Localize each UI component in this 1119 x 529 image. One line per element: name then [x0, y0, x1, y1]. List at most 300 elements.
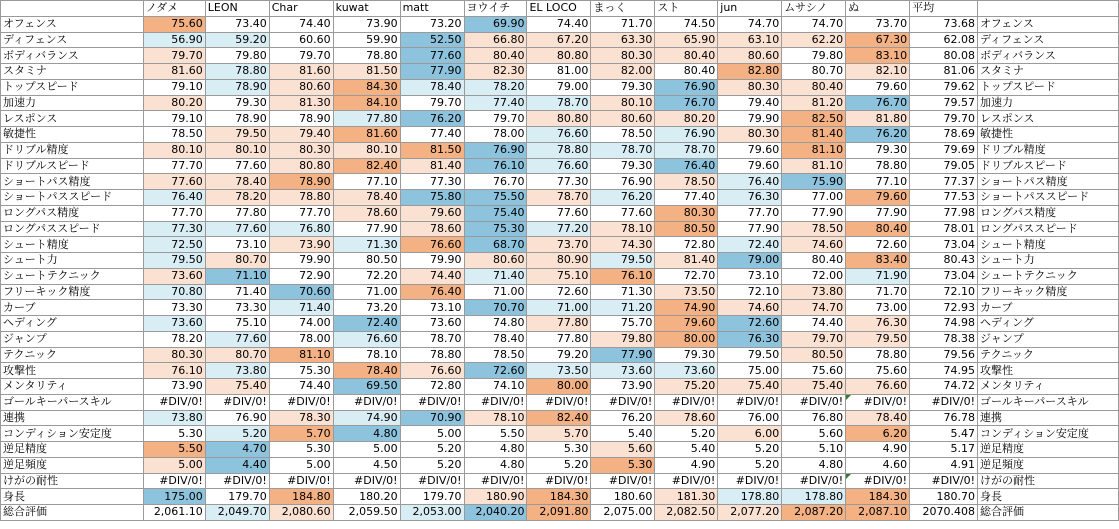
- value-cell[interactable]: 72.40: [333, 316, 400, 332]
- value-cell[interactable]: #DIV/0!: [143, 473, 205, 489]
- player-header-cell[interactable]: ヨウイチ: [464, 1, 527, 17]
- average-cell[interactable]: 180.70: [910, 489, 978, 505]
- value-cell[interactable]: 6.20: [846, 426, 910, 442]
- row-label-cell[interactable]: 連携: [1, 410, 144, 426]
- player-header-cell[interactable]: kuwat: [333, 1, 400, 17]
- value-cell[interactable]: 72.80: [655, 237, 718, 253]
- row-label-right-cell[interactable]: 総合評価: [978, 505, 1119, 521]
- value-cell[interactable]: 180.60: [591, 489, 655, 505]
- value-cell[interactable]: 81.40: [782, 127, 846, 143]
- average-cell[interactable]: 77.53: [910, 190, 978, 206]
- value-cell[interactable]: 4.70: [205, 442, 269, 458]
- value-cell[interactable]: 79.70: [143, 48, 205, 64]
- player-header-cell[interactable]: matt: [400, 1, 464, 17]
- value-cell[interactable]: 76.40: [143, 190, 205, 206]
- value-cell[interactable]: 5.20: [718, 457, 782, 473]
- value-cell[interactable]: 71.00: [527, 300, 591, 316]
- value-cell[interactable]: 82.50: [782, 111, 846, 127]
- value-cell[interactable]: 79.30: [655, 347, 718, 363]
- value-cell[interactable]: #DIV/0!: [205, 394, 269, 410]
- value-cell[interactable]: 81.50: [333, 64, 400, 80]
- row-label-right-cell[interactable]: 身長: [978, 489, 1119, 505]
- value-cell[interactable]: 77.00: [782, 190, 846, 206]
- value-cell[interactable]: 76.30: [718, 331, 782, 347]
- value-cell[interactable]: 76.90: [655, 79, 718, 95]
- value-cell[interactable]: 72.60: [464, 363, 527, 379]
- value-cell[interactable]: 77.60: [205, 221, 269, 237]
- value-cell[interactable]: 74.70: [718, 16, 782, 32]
- value-cell[interactable]: 81.10: [269, 347, 333, 363]
- empty-header-cell[interactable]: [978, 1, 1119, 17]
- value-cell[interactable]: 73.20: [333, 300, 400, 316]
- value-cell[interactable]: 71.70: [846, 284, 910, 300]
- row-label-right-cell[interactable]: シュート力: [978, 253, 1119, 269]
- value-cell[interactable]: 80.40: [464, 48, 527, 64]
- value-cell[interactable]: 80.30: [718, 79, 782, 95]
- value-cell[interactable]: 77.90: [333, 221, 400, 237]
- value-cell[interactable]: 70.90: [400, 410, 464, 426]
- value-cell[interactable]: 78.90: [205, 79, 269, 95]
- value-cell[interactable]: 75.80: [400, 190, 464, 206]
- row-label-right-cell[interactable]: ロングパススピード: [978, 221, 1119, 237]
- value-cell[interactable]: 78.70: [655, 142, 718, 158]
- value-cell[interactable]: 76.00: [718, 410, 782, 426]
- value-cell[interactable]: 63.30: [591, 32, 655, 48]
- value-cell[interactable]: 79.10: [143, 79, 205, 95]
- value-cell[interactable]: 2,087.10: [846, 505, 910, 521]
- value-cell[interactable]: 77.80: [527, 316, 591, 332]
- value-cell[interactable]: 79.50: [591, 253, 655, 269]
- value-cell[interactable]: 81.60: [269, 64, 333, 80]
- value-cell[interactable]: 74.60: [718, 300, 782, 316]
- value-cell[interactable]: 80.50: [782, 347, 846, 363]
- value-cell[interactable]: 71.20: [591, 300, 655, 316]
- player-header-cell[interactable]: Char: [269, 1, 333, 17]
- row-label-right-cell[interactable]: ショートパス精度: [978, 174, 1119, 190]
- value-cell[interactable]: 78.60: [655, 410, 718, 426]
- value-cell[interactable]: 77.60: [143, 174, 205, 190]
- value-cell[interactable]: 78.80: [333, 48, 400, 64]
- value-cell[interactable]: 76.20: [846, 127, 910, 143]
- value-cell[interactable]: 79.90: [718, 111, 782, 127]
- value-cell[interactable]: 79.70: [400, 95, 464, 111]
- value-cell[interactable]: 73.70: [527, 237, 591, 253]
- row-label-cell[interactable]: メンタリティ: [1, 379, 144, 395]
- value-cell[interactable]: 5.70: [269, 426, 333, 442]
- value-cell[interactable]: 81.40: [400, 158, 464, 174]
- average-cell[interactable]: 80.43: [910, 253, 978, 269]
- value-cell[interactable]: 179.70: [400, 489, 464, 505]
- value-cell[interactable]: 78.50: [655, 174, 718, 190]
- value-cell[interactable]: 77.80: [205, 205, 269, 221]
- value-cell[interactable]: 78.60: [333, 205, 400, 221]
- value-cell[interactable]: 4.80: [464, 457, 527, 473]
- value-cell[interactable]: 78.80: [846, 347, 910, 363]
- row-label-cell[interactable]: ディフェンス: [1, 32, 144, 48]
- value-cell[interactable]: 81.80: [846, 111, 910, 127]
- value-cell[interactable]: 78.90: [269, 111, 333, 127]
- value-cell[interactable]: 5.30: [527, 442, 591, 458]
- value-cell[interactable]: 76.60: [846, 379, 910, 395]
- value-cell[interactable]: 79.30: [205, 95, 269, 111]
- value-cell[interactable]: 77.60: [400, 48, 464, 64]
- value-cell[interactable]: 76.40: [718, 174, 782, 190]
- value-cell[interactable]: 80.20: [143, 95, 205, 111]
- value-cell[interactable]: 5.70: [527, 426, 591, 442]
- value-cell[interactable]: 71.30: [333, 237, 400, 253]
- value-cell[interactable]: 4.80: [464, 442, 527, 458]
- value-cell[interactable]: 73.30: [205, 300, 269, 316]
- row-label-right-cell[interactable]: シュートテクニック: [978, 268, 1119, 284]
- player-header-cell[interactable]: ノダメ: [143, 1, 205, 17]
- value-cell[interactable]: 73.80: [782, 284, 846, 300]
- value-cell[interactable]: 79.80: [782, 48, 846, 64]
- value-cell[interactable]: 73.30: [143, 300, 205, 316]
- value-cell[interactable]: 4.50: [333, 457, 400, 473]
- average-cell[interactable]: 5.47: [910, 426, 978, 442]
- value-cell[interactable]: 74.80: [464, 316, 527, 332]
- row-label-right-cell[interactable]: ショートパススピード: [978, 190, 1119, 206]
- value-cell[interactable]: 5.00: [143, 457, 205, 473]
- row-label-cell[interactable]: 総合評価: [1, 505, 144, 521]
- value-cell[interactable]: 80.20: [655, 111, 718, 127]
- value-cell[interactable]: 76.40: [655, 158, 718, 174]
- value-cell[interactable]: 81.30: [269, 95, 333, 111]
- value-cell[interactable]: 74.50: [655, 16, 718, 32]
- row-label-right-cell[interactable]: 攻撃性: [978, 363, 1119, 379]
- value-cell[interactable]: 80.60: [269, 79, 333, 95]
- value-cell[interactable]: 77.10: [333, 174, 400, 190]
- average-cell[interactable]: 78.01: [910, 221, 978, 237]
- average-cell[interactable]: 72.10: [910, 284, 978, 300]
- average-cell[interactable]: 62.08: [910, 32, 978, 48]
- value-cell[interactable]: 76.10: [591, 268, 655, 284]
- value-cell[interactable]: 75.90: [782, 174, 846, 190]
- row-label-right-cell[interactable]: ロングパス精度: [978, 205, 1119, 221]
- player-header-cell[interactable]: jun: [718, 1, 782, 17]
- value-cell[interactable]: 78.00: [464, 127, 527, 143]
- value-cell[interactable]: 76.30: [718, 190, 782, 206]
- row-label-cell[interactable]: ロングパス精度: [1, 205, 144, 221]
- value-cell[interactable]: 76.20: [591, 410, 655, 426]
- value-cell[interactable]: 81.50: [400, 142, 464, 158]
- average-cell[interactable]: 74.72: [910, 379, 978, 395]
- value-cell[interactable]: 73.50: [527, 363, 591, 379]
- value-cell[interactable]: 72.40: [718, 237, 782, 253]
- value-cell[interactable]: 184.30: [527, 489, 591, 505]
- average-cell[interactable]: 73.68: [910, 16, 978, 32]
- average-cell[interactable]: 76.78: [910, 410, 978, 426]
- value-cell[interactable]: 5.10: [782, 442, 846, 458]
- value-cell[interactable]: 77.30: [400, 174, 464, 190]
- value-cell[interactable]: 75.60: [782, 363, 846, 379]
- value-cell[interactable]: 2,049.70: [205, 505, 269, 521]
- row-label-right-cell[interactable]: けがの耐性: [978, 473, 1119, 489]
- value-cell[interactable]: 76.60: [527, 127, 591, 143]
- value-cell[interactable]: 74.90: [333, 410, 400, 426]
- value-cell[interactable]: 4.60: [846, 457, 910, 473]
- value-cell[interactable]: 81.00: [527, 64, 591, 80]
- value-cell[interactable]: 72.10: [718, 284, 782, 300]
- row-label-cell[interactable]: トップスピード: [1, 79, 144, 95]
- row-label-cell[interactable]: ドリブルスピード: [1, 158, 144, 174]
- average-cell[interactable]: 74.98: [910, 316, 978, 332]
- value-cell[interactable]: 72.60: [527, 284, 591, 300]
- value-cell[interactable]: 80.50: [655, 221, 718, 237]
- value-cell[interactable]: 78.40: [846, 410, 910, 426]
- value-cell[interactable]: 80.70: [205, 347, 269, 363]
- value-cell[interactable]: 73.40: [205, 16, 269, 32]
- row-label-cell[interactable]: コンディション安定度: [1, 426, 144, 442]
- value-cell[interactable]: 77.70: [269, 205, 333, 221]
- value-cell[interactable]: 79.70: [782, 331, 846, 347]
- value-cell[interactable]: 5.30: [591, 457, 655, 473]
- value-cell[interactable]: 76.60: [333, 331, 400, 347]
- row-label-cell[interactable]: ドリブル精度: [1, 142, 144, 158]
- value-cell[interactable]: #DIV/0!: [400, 473, 464, 489]
- value-cell[interactable]: 76.20: [591, 190, 655, 206]
- value-cell[interactable]: 77.20: [527, 221, 591, 237]
- value-cell[interactable]: 80.40: [655, 64, 718, 80]
- row-label-right-cell[interactable]: ドリブルスピード: [978, 158, 1119, 174]
- value-cell[interactable]: 74.90: [655, 300, 718, 316]
- value-cell[interactable]: 5.20: [400, 457, 464, 473]
- value-cell[interactable]: 184.80: [269, 489, 333, 505]
- value-cell[interactable]: 181.30: [655, 489, 718, 505]
- value-cell[interactable]: 77.40: [400, 127, 464, 143]
- value-cell[interactable]: 5.60: [782, 426, 846, 442]
- value-cell[interactable]: 78.50: [464, 347, 527, 363]
- value-cell[interactable]: 79.20: [527, 347, 591, 363]
- value-cell[interactable]: 5.40: [591, 426, 655, 442]
- value-cell[interactable]: 79.50: [846, 331, 910, 347]
- player-header-cell[interactable]: ムサシノ: [782, 1, 846, 17]
- value-cell[interactable]: 82.10: [846, 64, 910, 80]
- value-cell[interactable]: 82.40: [333, 158, 400, 174]
- player-header-cell[interactable]: ぬ: [846, 1, 910, 17]
- value-cell[interactable]: 74.70: [782, 300, 846, 316]
- value-cell[interactable]: 79.00: [718, 253, 782, 269]
- value-cell[interactable]: 5.50: [143, 442, 205, 458]
- value-cell[interactable]: 73.10: [205, 237, 269, 253]
- value-cell[interactable]: 76.80: [269, 221, 333, 237]
- value-cell[interactable]: 80.40: [782, 253, 846, 269]
- average-cell[interactable]: 78.69: [910, 127, 978, 143]
- value-cell[interactable]: 75.20: [655, 379, 718, 395]
- average-header-cell[interactable]: 平均: [910, 1, 978, 17]
- value-cell[interactable]: 2,082.50: [655, 505, 718, 521]
- value-cell[interactable]: 81.40: [655, 253, 718, 269]
- value-cell[interactable]: 79.50: [205, 127, 269, 143]
- value-cell[interactable]: 79.80: [591, 331, 655, 347]
- value-cell[interactable]: #DIV/0!: [464, 473, 527, 489]
- row-label-right-cell[interactable]: ヘディング: [978, 316, 1119, 332]
- value-cell[interactable]: 79.60: [846, 79, 910, 95]
- value-cell[interactable]: 73.90: [269, 237, 333, 253]
- average-cell[interactable]: 79.57: [910, 95, 978, 111]
- value-cell[interactable]: 73.10: [400, 300, 464, 316]
- value-cell[interactable]: 78.30: [269, 410, 333, 426]
- value-cell[interactable]: 80.80: [527, 111, 591, 127]
- player-header-cell[interactable]: LEON: [205, 1, 269, 17]
- average-cell[interactable]: 80.08: [910, 48, 978, 64]
- corner-cell[interactable]: [1, 1, 144, 17]
- value-cell[interactable]: 71.40: [205, 284, 269, 300]
- value-cell[interactable]: 77.90: [782, 205, 846, 221]
- value-cell[interactable]: 80.10: [143, 142, 205, 158]
- row-label-cell[interactable]: シュート精度: [1, 237, 144, 253]
- value-cell[interactable]: 67.20: [527, 32, 591, 48]
- value-cell[interactable]: 80.60: [718, 48, 782, 64]
- value-cell[interactable]: 76.60: [400, 363, 464, 379]
- value-cell[interactable]: #DIV/0!: [527, 394, 591, 410]
- value-cell[interactable]: 2,087.20: [782, 505, 846, 521]
- value-cell[interactable]: 72.80: [400, 379, 464, 395]
- value-cell[interactable]: 62.20: [782, 32, 846, 48]
- value-cell[interactable]: 80.00: [655, 331, 718, 347]
- value-cell[interactable]: 5.20: [718, 442, 782, 458]
- value-cell[interactable]: 70.60: [269, 284, 333, 300]
- average-cell[interactable]: 81.06: [910, 64, 978, 80]
- value-cell[interactable]: 71.10: [205, 268, 269, 284]
- row-label-right-cell[interactable]: 逆足頻度: [978, 457, 1119, 473]
- value-cell[interactable]: 78.20: [464, 79, 527, 95]
- value-cell[interactable]: 70.80: [143, 284, 205, 300]
- row-label-cell[interactable]: テクニック: [1, 347, 144, 363]
- value-cell[interactable]: 77.70: [143, 158, 205, 174]
- value-cell[interactable]: 75.40: [464, 205, 527, 221]
- value-cell[interactable]: 75.40: [718, 379, 782, 395]
- value-cell[interactable]: 78.50: [782, 221, 846, 237]
- row-label-cell[interactable]: 攻撃性: [1, 363, 144, 379]
- value-cell[interactable]: 5.20: [655, 426, 718, 442]
- value-cell[interactable]: 81.60: [143, 64, 205, 80]
- value-cell[interactable]: 2,077.20: [718, 505, 782, 521]
- value-cell[interactable]: 78.80: [205, 64, 269, 80]
- value-cell[interactable]: 73.60: [400, 316, 464, 332]
- value-cell[interactable]: 71.00: [464, 284, 527, 300]
- row-label-right-cell[interactable]: カーブ: [978, 300, 1119, 316]
- value-cell[interactable]: 175.00: [143, 489, 205, 505]
- value-cell[interactable]: 75.60: [143, 16, 205, 32]
- value-cell[interactable]: 79.40: [269, 127, 333, 143]
- value-cell[interactable]: 78.80: [846, 158, 910, 174]
- value-cell[interactable]: 81.10: [782, 142, 846, 158]
- value-cell[interactable]: 78.80: [269, 190, 333, 206]
- row-label-cell[interactable]: シュート力: [1, 253, 144, 269]
- value-cell[interactable]: 79.30: [591, 158, 655, 174]
- value-cell[interactable]: 80.40: [846, 221, 910, 237]
- value-cell[interactable]: 80.30: [591, 48, 655, 64]
- value-cell[interactable]: #DIV/0!: [782, 394, 846, 410]
- value-cell[interactable]: #DIV/0!: [655, 473, 718, 489]
- row-label-cell[interactable]: ショートパス精度: [1, 174, 144, 190]
- value-cell[interactable]: 74.40: [782, 316, 846, 332]
- value-cell[interactable]: 69.50: [333, 379, 400, 395]
- value-cell[interactable]: 76.90: [591, 174, 655, 190]
- value-cell[interactable]: 80.60: [591, 111, 655, 127]
- value-cell[interactable]: 73.80: [205, 363, 269, 379]
- value-cell[interactable]: 78.10: [591, 221, 655, 237]
- row-label-cell[interactable]: ヘディング: [1, 316, 144, 332]
- value-cell[interactable]: 78.90: [205, 111, 269, 127]
- row-label-cell[interactable]: けがの耐性: [1, 473, 144, 489]
- value-cell[interactable]: 4.80: [333, 426, 400, 442]
- value-cell[interactable]: 2,080.60: [269, 505, 333, 521]
- value-cell[interactable]: 77.30: [527, 174, 591, 190]
- value-cell[interactable]: 78.70: [527, 190, 591, 206]
- value-cell[interactable]: 73.90: [143, 379, 205, 395]
- row-label-right-cell[interactable]: ディフェンス: [978, 32, 1119, 48]
- average-cell[interactable]: 5.17: [910, 442, 978, 458]
- value-cell[interactable]: 80.50: [333, 253, 400, 269]
- value-cell[interactable]: 76.90: [205, 410, 269, 426]
- row-label-right-cell[interactable]: 逆足精度: [978, 442, 1119, 458]
- value-cell[interactable]: 78.40: [333, 190, 400, 206]
- value-cell[interactable]: 4.90: [655, 457, 718, 473]
- row-label-cell[interactable]: ゴールキーパースキル: [1, 394, 144, 410]
- value-cell[interactable]: 78.90: [269, 174, 333, 190]
- value-cell[interactable]: 6.00: [718, 426, 782, 442]
- row-label-cell[interactable]: ショートパススピード: [1, 190, 144, 206]
- value-cell[interactable]: 75.10: [527, 268, 591, 284]
- value-cell[interactable]: 179.70: [205, 489, 269, 505]
- value-cell[interactable]: 78.70: [400, 331, 464, 347]
- value-cell[interactable]: 74.10: [464, 379, 527, 395]
- average-cell[interactable]: 72.93: [910, 300, 978, 316]
- value-cell[interactable]: 80.10: [205, 142, 269, 158]
- value-cell[interactable]: 2,059.50: [333, 505, 400, 521]
- row-label-cell[interactable]: スタミナ: [1, 64, 144, 80]
- value-cell[interactable]: 80.30: [143, 347, 205, 363]
- value-cell[interactable]: 76.70: [846, 95, 910, 111]
- value-cell[interactable]: 73.00: [846, 300, 910, 316]
- value-cell[interactable]: 184.30: [846, 489, 910, 505]
- value-cell[interactable]: 80.70: [205, 253, 269, 269]
- value-cell[interactable]: 80.10: [333, 142, 400, 158]
- value-cell[interactable]: 5.20: [527, 457, 591, 473]
- value-cell[interactable]: 80.30: [269, 142, 333, 158]
- row-label-right-cell[interactable]: ボディバランス: [978, 48, 1119, 64]
- value-cell[interactable]: 73.90: [333, 16, 400, 32]
- average-cell[interactable]: 2070.408: [910, 505, 978, 521]
- value-cell[interactable]: 80.80: [269, 158, 333, 174]
- value-cell[interactable]: 77.80: [333, 111, 400, 127]
- row-label-right-cell[interactable]: テクニック: [978, 347, 1119, 363]
- value-cell[interactable]: 72.00: [782, 268, 846, 284]
- value-cell[interactable]: 81.60: [333, 127, 400, 143]
- value-cell[interactable]: 76.30: [846, 316, 910, 332]
- average-cell[interactable]: 77.98: [910, 205, 978, 221]
- value-cell[interactable]: #DIV/0!: [718, 473, 782, 489]
- value-cell[interactable]: 73.50: [655, 284, 718, 300]
- value-cell[interactable]: 83.40: [846, 253, 910, 269]
- value-cell[interactable]: 78.40: [400, 79, 464, 95]
- value-cell[interactable]: 73.60: [591, 363, 655, 379]
- value-cell[interactable]: 5.50: [464, 426, 527, 442]
- value-cell[interactable]: 76.60: [400, 237, 464, 253]
- value-cell[interactable]: 5.00: [333, 442, 400, 458]
- average-cell[interactable]: 77.37: [910, 174, 978, 190]
- value-cell[interactable]: #DIV/0!: [269, 394, 333, 410]
- average-cell[interactable]: 79.62: [910, 79, 978, 95]
- row-label-right-cell[interactable]: 連携: [978, 410, 1119, 426]
- value-cell[interactable]: 74.40: [400, 268, 464, 284]
- value-cell[interactable]: 77.40: [655, 190, 718, 206]
- value-cell[interactable]: 74.00: [269, 316, 333, 332]
- average-cell[interactable]: 79.56: [910, 347, 978, 363]
- value-cell[interactable]: 78.50: [591, 127, 655, 143]
